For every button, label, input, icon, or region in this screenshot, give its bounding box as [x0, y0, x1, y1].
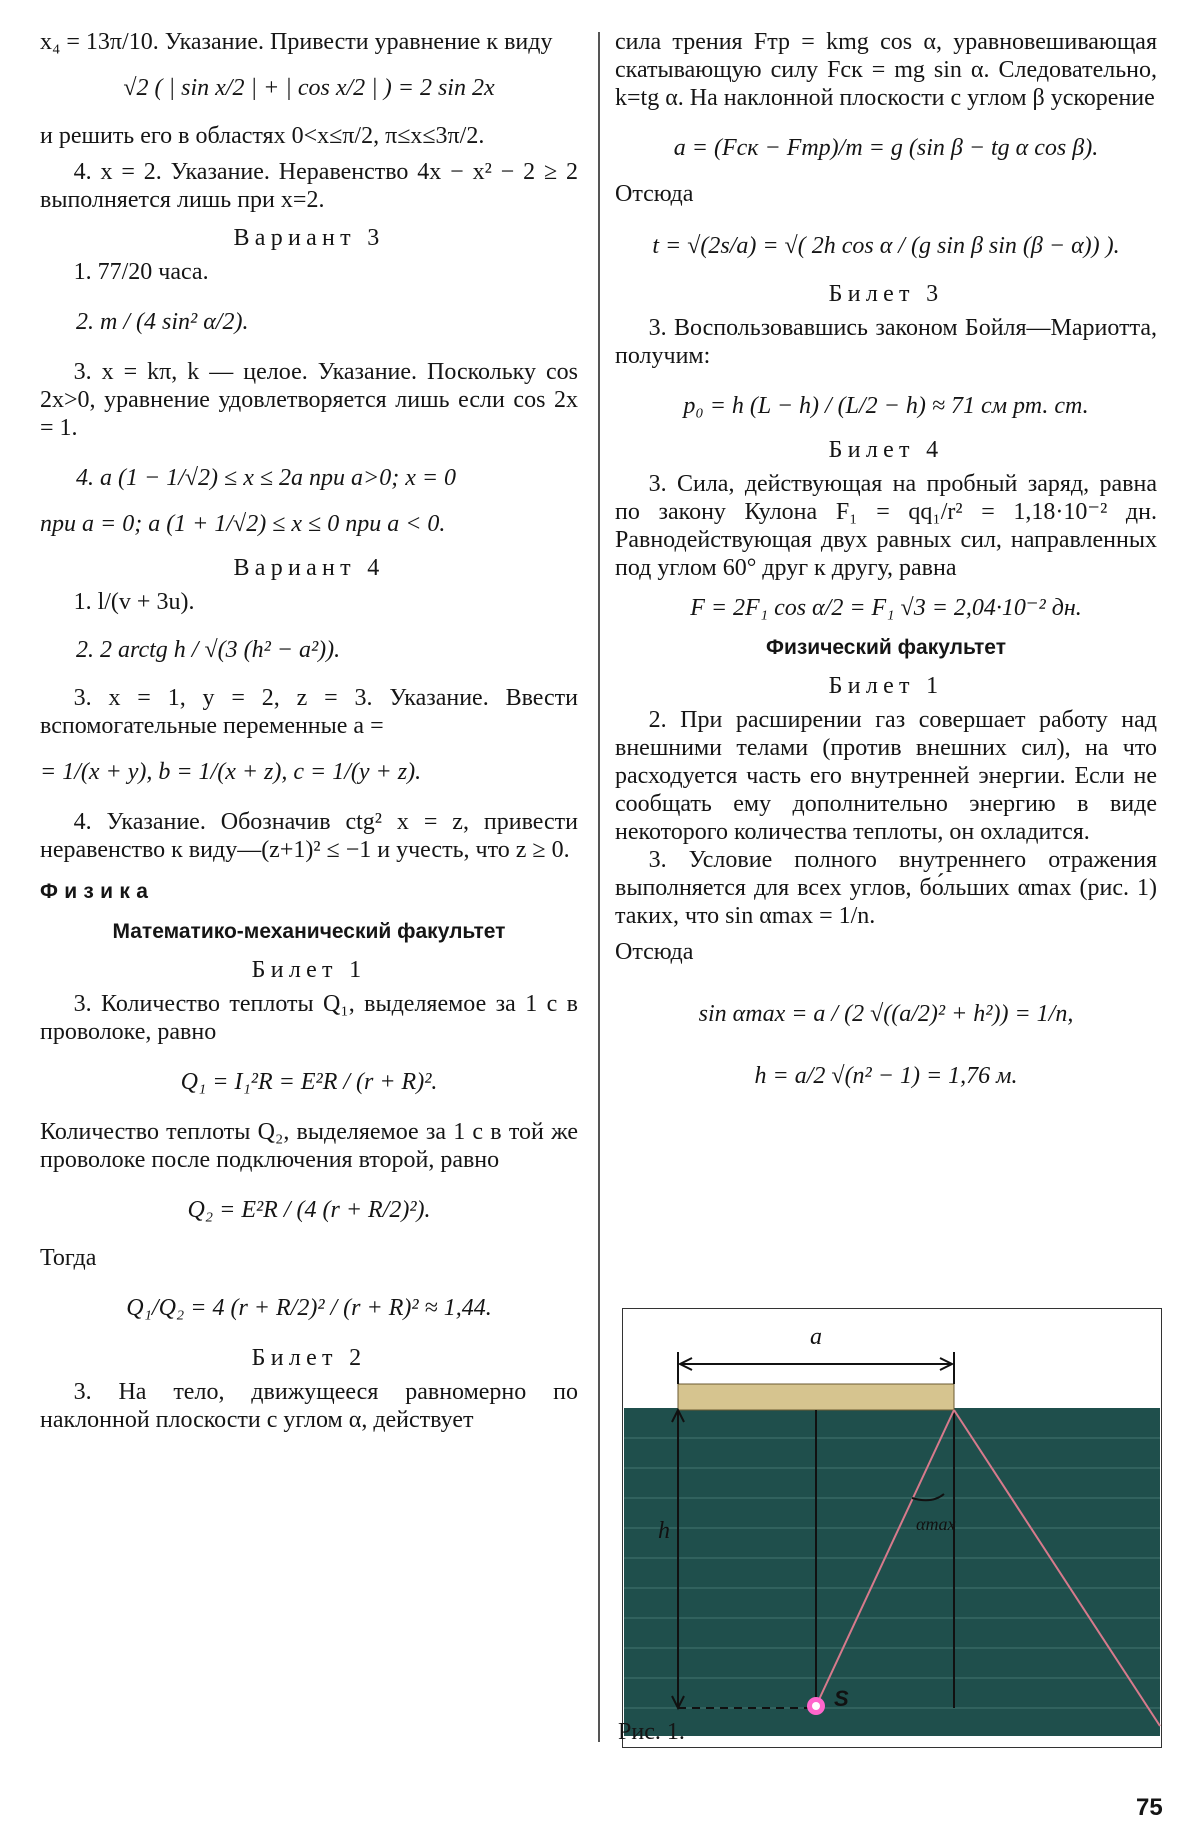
answer-item: 3. На тело, движущееся равномерно по наклонной плоскости с углом α, действует [40, 1379, 578, 1433]
answer-item: 3. Воспользовавшись законом Бойля—Мариотта, получим: [615, 315, 1157, 369]
raft [678, 1384, 954, 1410]
answer-formula: при a = 0; a (1 + 1/√2) ≤ x ≤ 0 при a < 0. [40, 511, 446, 537]
ticket-heading: Билет 1 [251, 957, 367, 983]
answer-formula: 4. a (1 − 1/√2) ≤ x ≤ 2a при a>0; x = 0 [76, 465, 457, 491]
answer-item: 2. При расширении газ совершает работу над внешними телами (против внешних сил), на что расходуется часть его внутренней энергии. Если не сообщать ему дополнительно энергию в виде некоторого количества теплоты, он охладится. [615, 707, 1157, 845]
answer-formula: 2. 2 arctg h / √(3 (h² − a²)). [76, 637, 341, 663]
text-line: Отсюда [615, 181, 694, 207]
answer-item: 3. x = 1, y = 2, z = 3. Указание. Ввести вспомогательные переменные a = [40, 685, 578, 739]
text-line: сила трения Fтр = kmg cos α, уравновешивающая скатывающую силу Fск = mg sin α. Следовательно, k=tg α. На наклонной плоскости с углом β ускорение [615, 29, 1157, 111]
formula: Q₁ = I₁²R = E²R / (r + R)². [180, 1069, 438, 1095]
formula: F = 2F₁ cos α/2 = F₁ √3 = 2,04·10⁻² дн. [690, 595, 1082, 621]
section-heading: Вариант 4 [233, 555, 385, 581]
water [624, 1408, 1160, 1736]
right-column [615, 28, 1157, 1090]
column-divider [598, 32, 600, 1742]
formula: p₀ = h (L − h) / (L/2 − h) ≈ 71 см рт. ст. [683, 393, 1089, 419]
text-line: Отсюда [615, 939, 694, 965]
ticket-heading: Билет 2 [251, 1345, 367, 1371]
answer-item: 3. Количество теплоты Q₁, выделяемое за 1 с в проволоке, равно [40, 991, 578, 1045]
formula: a = (Fск − Fтр)/m = g (sin β − tg α cos β). [673, 135, 1099, 161]
label-s: S [834, 1686, 849, 1711]
formula: Q₁/Q₂ = 4 (r + R/2)² / (r + R)² ≈ 1,44. [126, 1295, 492, 1321]
ticket-heading: Билет 4 [828, 437, 944, 463]
label-a: a [810, 1324, 822, 1350]
label-h: h [658, 1518, 670, 1544]
ticket-heading: Билет 1 [828, 673, 944, 699]
formula: h = a/2 √(n² − 1) = 1,76 м. [754, 1063, 1018, 1089]
left-column [40, 28, 578, 1434]
answer-item: 1. 77/20 часа. [73, 259, 209, 285]
text-line: Количество теплоты Q₂, выделяемое за 1 с в той же проволоке после подключения второй, равно [40, 1119, 578, 1173]
formula: Q₂ = E²R / (4 (r + R/2)²). [187, 1197, 431, 1223]
section-heading: Вариант 3 [233, 225, 385, 251]
label-alpha-max: αmax [916, 1514, 956, 1534]
answer-formula: = 1/(x + y), b = 1/(x + z), c = 1/(y + z). [40, 759, 422, 785]
formula: t = √(2s/a) = √( 2h cos α / (g sin β sin (β − α)) ). [652, 233, 1120, 259]
figure-caption: Рис. 1. [618, 1719, 685, 1745]
page-number: 75 [1136, 1794, 1163, 1821]
formula: √2 ( | sin x/2 | + | cos x/2 | ) = 2 sin 2x [123, 75, 495, 101]
faculty-heading: Математико-механический факультет [112, 920, 506, 943]
formula: sin αmax = a / (2 √((a/2)² + h²)) = 1/n, [698, 1001, 1074, 1027]
answer-item: 4. Указание. Обозначив ctg² x = z, привести неравенство к виду—(z+1)² ≤ −1 и учесть, что z ≥ 0. [40, 809, 578, 863]
answer-item: 3. Условие полного внутреннего отражения выполняется для всех углов, бо́льших αmax (рис. 1) таких, что sin αmax = 1/n. [615, 847, 1157, 929]
ticket-heading: Билет 3 [828, 281, 944, 307]
text-line: Тогда [40, 1245, 97, 1271]
text-line: x₄ = 13π/10. Указание. Привести уравнение к виду [40, 29, 553, 55]
answer-item: 4. x = 2. Указание. Неравенство 4x − x² − 2 ≥ 2 выполняется лишь при x=2. [40, 159, 578, 213]
figure-1 [622, 1308, 1162, 1748]
answer-formula: 2. m / (4 sin² α/2). [76, 309, 249, 335]
faculty-heading: Физический факультет [766, 636, 1006, 659]
text-line: и решить его в областях 0<x≤π/2, π≤x≤3π/2. [40, 123, 485, 149]
answer-item: 3. Сила, действующая на пробный заряд, равна по закону Кулона F₁ = qq₁/r² = 1,18·10⁻² дн. Равнодействующая двух равных сил, направленных под углом 60° друг к другу, равна [615, 471, 1157, 581]
section-heading: Физика [40, 880, 155, 903]
answer-item: 1. l/(v + 3u). [73, 589, 195, 615]
answer-item: 3. x = kπ, k — целое. Указание. Поскольку cos 2x>0, уравнение удовлетворяется лишь если cos 2x = 1. [40, 359, 578, 441]
